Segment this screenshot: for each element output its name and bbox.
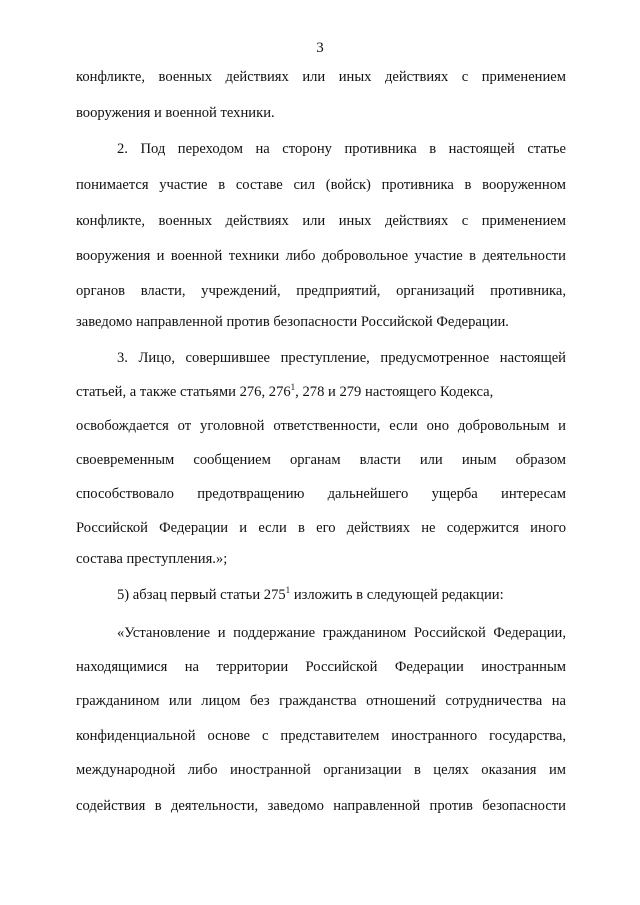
text-line: органов власти, учреждений, предприятий, организаций противника, xyxy=(76,283,566,299)
text-line: понимается участие в составе сил (войск) противника в вооруженном xyxy=(76,177,566,193)
text-line: конфиденциальной основе с представителем иностранного государства, xyxy=(76,728,566,744)
text-line: состава преступления.»; xyxy=(76,551,228,567)
text-fragment: 5) абзац первый статьи 275 xyxy=(117,587,286,603)
text-line: содействия в деятельности, заведомо направленной против безопасности xyxy=(76,798,566,814)
text-line: вооружения и военной техники либо добровольное участие в деятельности xyxy=(76,248,566,264)
text-line-with-superscript xyxy=(76,382,566,402)
text-line: находящимися на территории Российской Федерации иностранным xyxy=(76,659,566,675)
text-line: освобождается от уголовной ответственности, если оно добровольным и xyxy=(76,418,566,434)
superscript: 1 xyxy=(290,382,296,392)
text-line: конфликте, военных действиях или иных действиях с применением xyxy=(76,213,566,229)
text-line: заведомо направленной против безопасности Российской Федерации. xyxy=(76,314,509,330)
paragraph-start-line: 3. Лицо, совершившее преступление, предусмотренное настоящей xyxy=(117,350,566,366)
text-fragment: изложить в следующей редакции: xyxy=(290,587,504,603)
text-line: Российской Федерации и если в его действиях не содержится иного xyxy=(76,520,566,536)
text-line: вооружения и военной техники. xyxy=(76,105,275,121)
superscript: 1 xyxy=(285,585,291,595)
text-fragment: статьей, а также статьями 276, 276 xyxy=(76,384,291,400)
page-number: 3 xyxy=(316,40,324,56)
text-line: способствовало предотвращению дальнейшего ущерба интересам xyxy=(76,486,566,502)
paragraph-start-line-with-superscript xyxy=(117,585,566,605)
text-fragment: , 278 и 279 настоящего Кодекса, xyxy=(295,384,494,400)
text-line: своевременным сообщением органам власти или иным образом xyxy=(76,452,566,468)
text-line: гражданином или лицом без гражданства отношений сотрудничества на xyxy=(76,693,566,709)
text-line: международной либо иностранной организации в целях оказания им xyxy=(76,762,566,778)
text-line: конфликте, военных действиях или иных действиях с применением xyxy=(76,69,566,85)
paragraph-start-line: 2. Под переходом на сторону противника в настоящей статье xyxy=(117,141,566,157)
paragraph-start-line: «Установление и поддержание гражданином Российской Федерации, xyxy=(117,625,566,641)
